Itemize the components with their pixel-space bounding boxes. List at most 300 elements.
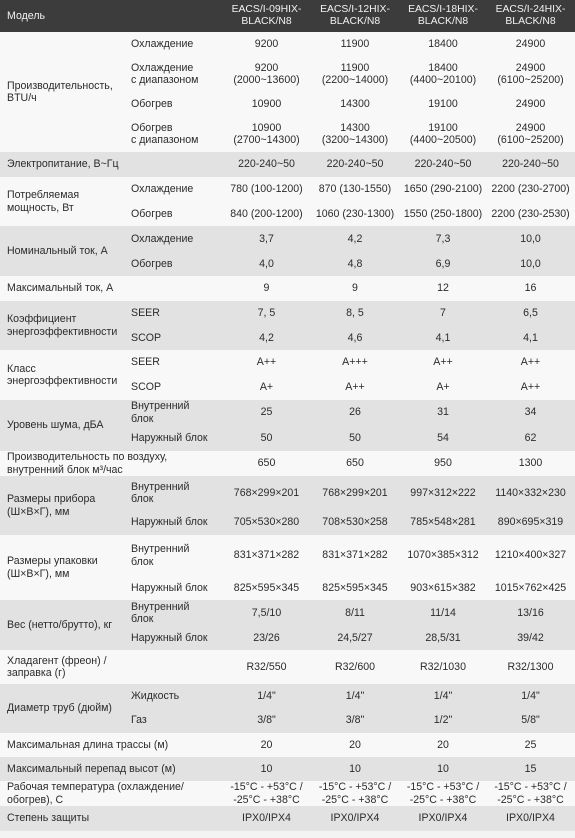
value-line: (2200~14000) bbox=[321, 74, 389, 86]
sub-parameter-label-line: Обогрев bbox=[131, 121, 173, 134]
parameter-label-line: энергоэффективности bbox=[7, 325, 118, 338]
value-line: (4400~20100) bbox=[409, 74, 477, 86]
value-line: 780 (100-1200) bbox=[230, 183, 303, 196]
value-cell bbox=[223, 152, 310, 177]
parameter-label-line: Производительность по воздуху, bbox=[7, 451, 168, 463]
value-line: 825×595×345 bbox=[322, 581, 388, 594]
value-cell bbox=[310, 650, 400, 684]
sub-parameter-label bbox=[129, 374, 223, 400]
value-cell bbox=[223, 177, 310, 202]
sub-parameter-label-line: Внутренний bbox=[131, 600, 190, 613]
sub-parameter-label bbox=[129, 252, 223, 276]
value-line: A++ bbox=[256, 355, 277, 368]
value-line: 14300 bbox=[340, 97, 370, 110]
value-cell bbox=[400, 276, 486, 301]
value-line: 3/8" bbox=[257, 714, 276, 727]
sub-parameter-label bbox=[129, 202, 223, 226]
sub-parameter-label bbox=[129, 32, 223, 56]
value-line: 7,3 bbox=[435, 232, 451, 245]
value-line: 650 bbox=[346, 457, 364, 470]
header-row bbox=[0, 0, 575, 32]
value-cell bbox=[223, 374, 310, 400]
parameter-label-line: Максимальный ток, А bbox=[7, 282, 114, 295]
value-line: 825×595×345 bbox=[233, 581, 300, 594]
value-cell bbox=[223, 476, 310, 510]
value-line: R32/1030 bbox=[420, 660, 466, 673]
value-cell bbox=[223, 301, 310, 326]
value-cell bbox=[400, 684, 486, 708]
sub-parameter-label-line: Обогрев bbox=[131, 257, 173, 270]
value-line: 20 bbox=[349, 738, 361, 751]
value-cell bbox=[400, 350, 486, 374]
value-line: 31 bbox=[437, 406, 449, 419]
value-line: 12 bbox=[437, 282, 449, 295]
spec-group bbox=[0, 400, 575, 451]
value-line: 10,0 bbox=[520, 257, 541, 270]
value-line: 10 bbox=[349, 762, 361, 775]
value-line: 705×530×280 bbox=[233, 516, 300, 529]
value-cell bbox=[486, 757, 575, 781]
value-cell bbox=[310, 451, 400, 476]
table-row bbox=[0, 535, 575, 576]
value-line: A++ bbox=[433, 355, 453, 368]
parameter-label bbox=[0, 32, 129, 152]
value-line: 10900 bbox=[251, 121, 282, 134]
value-cell bbox=[223, 510, 310, 535]
value-cell bbox=[310, 600, 400, 626]
value-line: 34 bbox=[524, 406, 537, 419]
value-line: 2200 (230-2530) bbox=[491, 207, 570, 220]
spec-group bbox=[0, 806, 575, 831]
value-line: 50 bbox=[349, 431, 361, 444]
table-row bbox=[0, 451, 575, 476]
spec-group bbox=[0, 684, 575, 733]
sub-parameter-label bbox=[129, 626, 223, 650]
table-row bbox=[0, 276, 575, 301]
value-line: 1210×400×327 bbox=[494, 549, 567, 562]
value-line: A+ bbox=[436, 380, 450, 393]
value-line: 15 bbox=[524, 762, 537, 775]
value-line: 10 bbox=[437, 762, 449, 775]
value-cell bbox=[486, 400, 575, 425]
value-cell bbox=[400, 301, 486, 326]
value-cell bbox=[486, 650, 575, 684]
table-row bbox=[0, 684, 575, 708]
parameter-label-line: Максимальный перепад высот (м) bbox=[7, 762, 176, 775]
value-cell bbox=[486, 510, 575, 535]
value-line: 24,5/27 bbox=[337, 631, 373, 644]
sub-parameter-label bbox=[129, 92, 223, 116]
sub-parameter-label bbox=[129, 350, 223, 374]
value-line: 997×312×222 bbox=[410, 486, 476, 499]
sub-parameter-label-line: Внутренний bbox=[131, 543, 190, 555]
spec-group bbox=[0, 476, 575, 535]
value-cell bbox=[310, 32, 400, 56]
header-label: Модель bbox=[0, 0, 223, 32]
sub-parameter-label-line: Газ bbox=[131, 714, 147, 727]
spec-group bbox=[0, 301, 575, 350]
value-cell bbox=[310, 806, 400, 831]
value-line: R32/1300 bbox=[507, 660, 554, 673]
value-cell bbox=[310, 202, 400, 226]
parameter-label bbox=[0, 350, 129, 400]
parameter-label bbox=[0, 781, 223, 806]
sub-parameter-label bbox=[129, 116, 223, 152]
value-cell bbox=[486, 576, 575, 600]
value-line: 4,1 bbox=[435, 331, 451, 344]
value-cell bbox=[223, 757, 310, 781]
value-line: 9 bbox=[352, 282, 358, 295]
value-cell bbox=[223, 708, 310, 733]
value-cell bbox=[486, 350, 575, 374]
value-cell bbox=[310, 56, 400, 92]
value-cell bbox=[486, 177, 575, 202]
value-line: 903×615×382 bbox=[410, 581, 476, 594]
value-cell bbox=[486, 374, 575, 400]
sub-parameter-label bbox=[129, 510, 223, 535]
value-cell bbox=[223, 650, 310, 684]
value-cell bbox=[310, 116, 400, 152]
value-line: A+++ bbox=[342, 355, 368, 368]
value-line: 9200 bbox=[254, 37, 279, 50]
value-line: 25 bbox=[260, 406, 273, 419]
value-line: 1/4" bbox=[257, 689, 276, 702]
value-line: A+ bbox=[259, 380, 274, 393]
model-name-line: BLACK/N8 bbox=[241, 16, 292, 27]
value-cell bbox=[400, 576, 486, 600]
sub-parameter-label bbox=[129, 476, 223, 510]
sub-parameter-label-line: Наружный блок bbox=[131, 581, 208, 594]
table-row bbox=[0, 177, 575, 202]
spec-group bbox=[0, 781, 575, 806]
value-cell bbox=[310, 757, 400, 781]
parameter-label-line: (Ш×В×Г), мм bbox=[7, 505, 70, 518]
value-cell bbox=[400, 733, 486, 757]
value-line: 62 bbox=[524, 431, 537, 444]
value-line: IPX0/IPX4 bbox=[330, 812, 380, 825]
value-cell bbox=[400, 510, 486, 535]
value-cell bbox=[400, 650, 486, 684]
value-cell bbox=[400, 781, 486, 806]
value-line: 20 bbox=[437, 738, 449, 751]
value-cell bbox=[400, 757, 486, 781]
value-cell bbox=[486, 326, 575, 350]
value-line: 4,6 bbox=[347, 331, 363, 344]
value-line: 1070×385×312 bbox=[407, 549, 479, 562]
sub-parameter-label bbox=[129, 425, 223, 451]
sub-parameter-label bbox=[129, 56, 223, 92]
value-line: -15°C - +53°C / bbox=[230, 781, 303, 793]
parameter-label-line: энергоэффективности bbox=[7, 375, 118, 387]
sub-parameter-label-line: Жидкость bbox=[131, 689, 180, 702]
sub-parameter-label-line: Охлаждение bbox=[131, 232, 194, 245]
value-cell bbox=[486, 451, 575, 476]
sub-parameter-label-line: блок bbox=[131, 613, 154, 625]
table-row bbox=[0, 650, 575, 684]
parameter-label bbox=[0, 684, 129, 733]
value-line: 24900 bbox=[515, 61, 546, 74]
value-line: 220-240~50 bbox=[414, 158, 472, 171]
table-row bbox=[0, 733, 575, 757]
parameter-label bbox=[0, 451, 223, 476]
spec-group bbox=[0, 733, 575, 757]
value-cell bbox=[486, 626, 575, 650]
value-cell bbox=[310, 510, 400, 535]
value-cell bbox=[310, 374, 400, 400]
value-line: (4400~20500) bbox=[409, 134, 477, 146]
table-header bbox=[0, 0, 575, 32]
value-cell bbox=[400, 374, 486, 400]
table-row bbox=[0, 226, 575, 252]
value-cell bbox=[310, 781, 400, 806]
value-line: (6100~25200) bbox=[497, 74, 564, 86]
model-name-line: BLACK/N8 bbox=[329, 16, 381, 27]
spec-group bbox=[0, 650, 575, 684]
value-line: 11900 bbox=[340, 61, 370, 74]
value-cell bbox=[223, 600, 310, 626]
value-cell bbox=[486, 476, 575, 510]
model-name bbox=[310, 0, 400, 32]
value-line: -15°C - +53°C / bbox=[494, 781, 567, 793]
value-line: 4,8 bbox=[347, 257, 363, 270]
model-name-line: EACS/I-24HIX- bbox=[495, 4, 566, 15]
parameter-label-line: Электропитание, В~Гц bbox=[7, 158, 119, 171]
value-line: A++ bbox=[520, 355, 541, 368]
sub-parameter-label-line: с диапазоном bbox=[131, 134, 199, 146]
value-cell bbox=[223, 252, 310, 276]
value-cell bbox=[400, 708, 486, 733]
value-line: -25°C - +38°C bbox=[321, 793, 389, 806]
parameter-label-line: Размеры прибора bbox=[7, 493, 96, 505]
spec-group bbox=[0, 177, 575, 226]
value-line: 20 bbox=[260, 738, 273, 751]
sub-parameter-label bbox=[129, 301, 223, 326]
value-cell bbox=[223, 451, 310, 476]
value-line: 24900 bbox=[515, 97, 546, 110]
sub-parameter-label-line: Обогрев bbox=[131, 207, 173, 220]
value-cell bbox=[310, 400, 400, 425]
parameter-label bbox=[0, 476, 129, 535]
value-cell bbox=[310, 326, 400, 350]
value-line: 13/16 bbox=[517, 606, 544, 619]
sub-parameter-label bbox=[129, 684, 223, 708]
value-cell bbox=[310, 708, 400, 733]
model-name-line: BLACK/N8 bbox=[505, 16, 556, 27]
value-line: 16 bbox=[524, 282, 537, 295]
value-cell bbox=[400, 476, 486, 510]
value-line: 9200 bbox=[254, 61, 279, 74]
parameter-label bbox=[0, 535, 129, 600]
value-line: (2700~14300) bbox=[233, 134, 300, 146]
value-line: 1/4" bbox=[433, 689, 453, 702]
value-cell bbox=[400, 152, 486, 177]
value-cell bbox=[223, 276, 310, 301]
value-line: IPX0/IPX4 bbox=[242, 812, 291, 825]
value-cell bbox=[310, 152, 400, 177]
value-cell bbox=[310, 684, 400, 708]
value-line: 831×371×282 bbox=[233, 549, 300, 562]
model-name bbox=[223, 0, 310, 32]
parameter-label-line: Производительность, bbox=[7, 79, 113, 92]
value-cell bbox=[223, 576, 310, 600]
value-line: -15°C - +53°C / bbox=[318, 781, 392, 793]
value-cell bbox=[310, 177, 400, 202]
value-cell bbox=[310, 626, 400, 650]
value-cell bbox=[223, 326, 310, 350]
sub-parameter-label-line: Охлаждение bbox=[131, 37, 194, 50]
value-line: 18400 bbox=[428, 37, 458, 50]
parameter-label bbox=[0, 152, 223, 177]
parameter-label-line: Максимальная длина трассы (м) bbox=[7, 738, 169, 751]
value-cell bbox=[400, 92, 486, 116]
value-cell bbox=[486, 733, 575, 757]
model-name-line: BLACK/N8 bbox=[417, 16, 469, 27]
value-cell bbox=[223, 92, 310, 116]
value-line: 24900 bbox=[515, 37, 546, 50]
table-row bbox=[0, 350, 575, 374]
spec-group bbox=[0, 600, 575, 650]
sub-parameter-label-line: Наружный блок bbox=[131, 631, 208, 644]
value-cell bbox=[486, 684, 575, 708]
value-cell bbox=[223, 806, 310, 831]
value-line: 1140×332×230 bbox=[495, 486, 566, 499]
spec-group bbox=[0, 451, 575, 476]
parameter-label bbox=[0, 301, 129, 350]
value-line: 18400 bbox=[428, 61, 458, 74]
sub-parameter-label-line: SEER bbox=[131, 355, 160, 368]
value-line: 785×548×281 bbox=[410, 516, 476, 529]
value-line: 24900 bbox=[515, 121, 546, 134]
value-line: 1550 (250-1800) bbox=[403, 207, 483, 220]
parameter-label-line: обогрев), С bbox=[7, 793, 64, 806]
value-line: 890×695×319 bbox=[497, 516, 564, 529]
value-cell bbox=[310, 733, 400, 757]
value-cell bbox=[400, 252, 486, 276]
value-cell bbox=[310, 576, 400, 600]
value-line: 19100 bbox=[428, 121, 458, 134]
spec-group bbox=[0, 32, 575, 152]
value-cell bbox=[400, 400, 486, 425]
value-cell bbox=[486, 92, 575, 116]
value-cell bbox=[486, 226, 575, 252]
parameter-label bbox=[0, 733, 223, 757]
value-line: (3200~14300) bbox=[321, 134, 389, 146]
value-line: 6,5 bbox=[523, 307, 538, 320]
parameter-label-line: Хладагент (фреон) / bbox=[7, 654, 107, 667]
sub-parameter-label bbox=[129, 576, 223, 600]
value-line: 26 bbox=[349, 406, 361, 419]
table-row bbox=[0, 806, 575, 831]
value-cell bbox=[400, 116, 486, 152]
value-line: 39/42 bbox=[517, 631, 544, 644]
value-line: 10,0 bbox=[520, 232, 541, 245]
value-line: 1/4" bbox=[345, 689, 365, 702]
value-cell bbox=[310, 350, 400, 374]
value-line: A++ bbox=[520, 380, 541, 393]
sub-parameter-label-line: блок bbox=[131, 493, 154, 505]
value-cell bbox=[486, 116, 575, 152]
value-line: 7, 5 bbox=[257, 307, 276, 320]
value-line: 1015×762×425 bbox=[494, 581, 567, 594]
value-line: 10900 bbox=[251, 97, 282, 110]
value-line: 1/4" bbox=[521, 689, 540, 702]
value-cell bbox=[223, 400, 310, 425]
table-row bbox=[0, 32, 575, 56]
value-line: 19100 bbox=[428, 97, 458, 110]
value-cell bbox=[486, 56, 575, 92]
value-line: 220-240~50 bbox=[238, 158, 295, 171]
parameter-label bbox=[0, 276, 223, 301]
sub-parameter-label bbox=[129, 535, 223, 576]
model-name-line: EACS/I-12HIX- bbox=[320, 4, 390, 15]
value-cell bbox=[223, 226, 310, 252]
sub-parameter-label-line: Обогрев bbox=[131, 97, 173, 110]
value-line: 708×530×258 bbox=[322, 516, 388, 529]
value-cell bbox=[310, 425, 400, 451]
model-name-line: EACS/I-18HIX- bbox=[408, 4, 478, 15]
value-line: (6100~25200) bbox=[497, 134, 564, 146]
sub-parameter-label-line: SCOP bbox=[131, 380, 162, 393]
sub-parameter-label-line: блок bbox=[131, 412, 154, 425]
spec-group bbox=[0, 757, 575, 781]
value-line: 28,5/31 bbox=[425, 631, 461, 644]
sub-parameter-label bbox=[129, 600, 223, 626]
value-line: 10 bbox=[260, 762, 273, 775]
value-cell bbox=[486, 425, 575, 451]
value-cell bbox=[400, 626, 486, 650]
value-cell bbox=[400, 202, 486, 226]
value-cell bbox=[486, 301, 575, 326]
value-line: 7,5/10 bbox=[251, 606, 282, 619]
sub-parameter-label-line: Внутренний bbox=[131, 400, 190, 412]
value-line: 4,0 bbox=[259, 257, 274, 270]
parameter-label-line: Коэффициент bbox=[7, 313, 77, 325]
sub-parameter-label-line: блок bbox=[131, 555, 154, 568]
value-cell bbox=[486, 600, 575, 626]
parameter-label-line: Уровень шума, дБА bbox=[7, 419, 104, 432]
spec-group bbox=[0, 350, 575, 400]
value-cell bbox=[486, 32, 575, 56]
value-line: 1/2" bbox=[433, 714, 453, 727]
parameter-label-line: Размеры упаковки bbox=[7, 555, 98, 567]
value-line: 1060 (230-1300) bbox=[315, 207, 395, 220]
table-row bbox=[0, 476, 575, 510]
sub-parameter-label-line: Наружный блок bbox=[131, 431, 208, 444]
value-line: A++ bbox=[345, 380, 365, 393]
parameter-label bbox=[0, 400, 129, 451]
value-line: R32/550 bbox=[246, 660, 287, 673]
parameter-label-line: Вес (нетто/брутто), кг bbox=[7, 618, 113, 631]
parameter-label-line: мощность, Вт bbox=[7, 201, 74, 214]
value-line: 11900 bbox=[340, 37, 370, 50]
value-cell bbox=[223, 350, 310, 374]
value-line: R32/600 bbox=[334, 660, 376, 673]
value-cell bbox=[486, 202, 575, 226]
table-row bbox=[0, 152, 575, 177]
value-cell bbox=[400, 425, 486, 451]
value-cell bbox=[400, 32, 486, 56]
value-cell bbox=[223, 32, 310, 56]
spec-group bbox=[0, 535, 575, 600]
value-cell bbox=[223, 626, 310, 650]
value-cell bbox=[486, 276, 575, 301]
value-line: 4,2 bbox=[259, 331, 274, 344]
parameter-label bbox=[0, 806, 223, 831]
model-name bbox=[400, 0, 486, 32]
model-name bbox=[486, 0, 575, 32]
value-line: 768×299×201 bbox=[322, 486, 388, 499]
value-line: 8, 5 bbox=[346, 307, 364, 320]
